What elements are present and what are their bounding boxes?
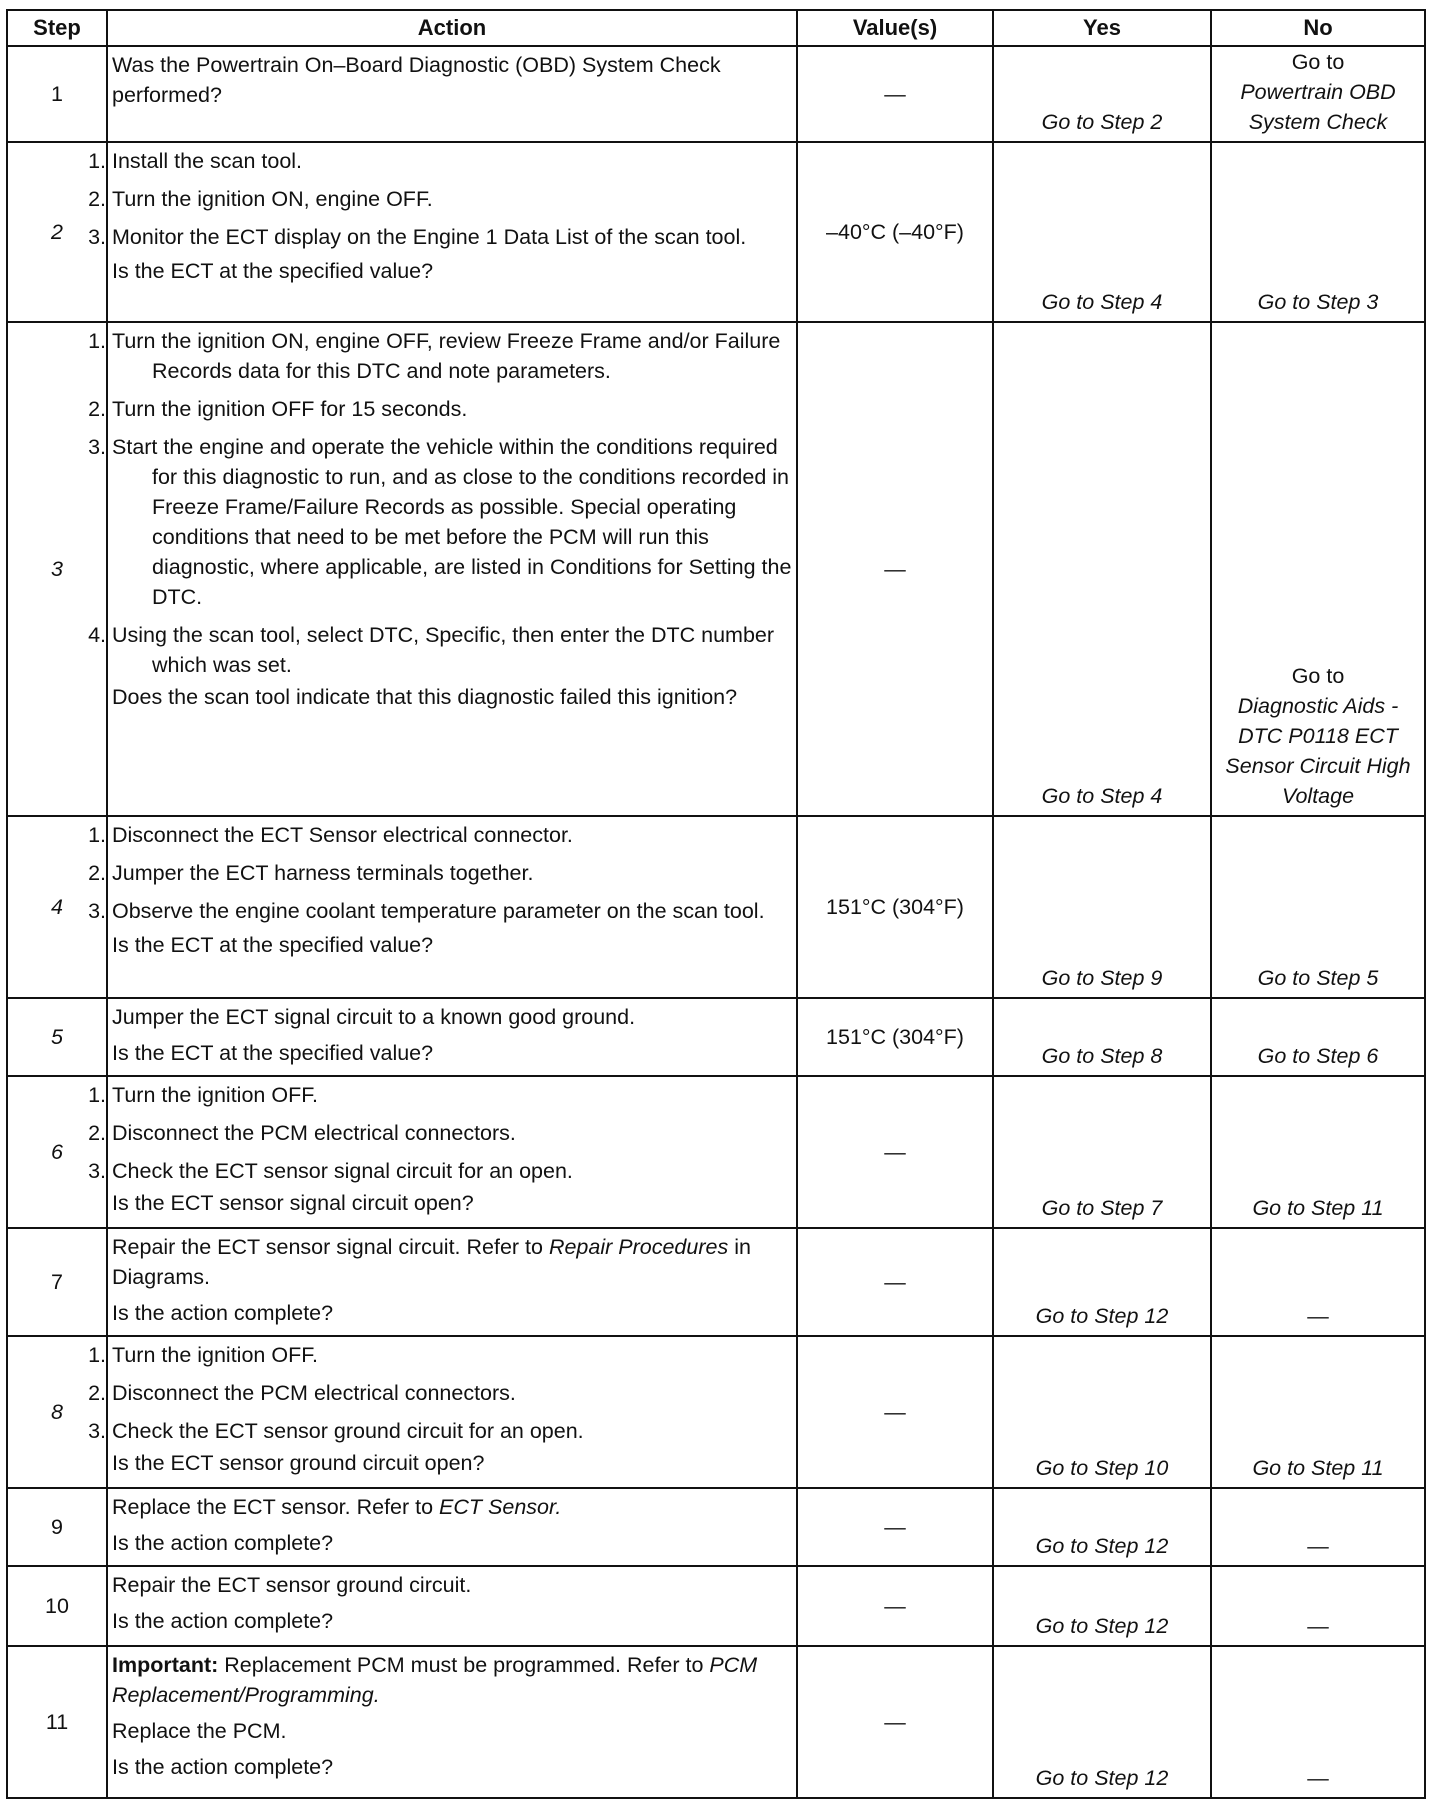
step-number: 1 — [7, 46, 107, 142]
action-question: Is the action complete? — [112, 1755, 334, 1779]
action-step: 3. Start the engine and operate the vehicle within the conditions required for this diagnostic to run, and as close to the conditions recorded in Freeze Frame/Failure Records as possible. Special operating conditions that need to be met before the PCM will run this diagnostic, where applicable, are listed in Conditions for Setting the DTC. — [88, 435, 792, 609]
no-cell — [1211, 322, 1425, 816]
action-step: 3. Check the ECT sensor signal circuit for an open. — [88, 1159, 573, 1183]
no-cell: Go to Step 5 — [1211, 816, 1425, 998]
value-cell: — — [797, 46, 993, 142]
no-reference: Powertrain OBD System Check — [1240, 80, 1396, 134]
header-yes: Yes — [993, 10, 1211, 46]
no-cell: — — [1211, 1488, 1425, 1566]
reference-link-text: Repair Procedures — [548, 1235, 729, 1259]
action-step: 2. Turn the ignition ON, engine OFF. — [88, 187, 433, 211]
header-action: Action — [107, 10, 797, 46]
action-step: 1. Disconnect the ECT Sensor electrical connector. — [88, 823, 573, 847]
action-question: Was the Powertrain On–Board Diagnostic (OBD) System Check performed? — [112, 53, 721, 107]
reference-link-text: ECT Sensor. — [439, 1495, 562, 1519]
yes-cell: Go to Step 12 — [993, 1646, 1211, 1798]
yes-cell: Go to Step 2 — [993, 46, 1211, 142]
no-prefix: Go to — [1291, 664, 1345, 688]
action-step: 2. Disconnect the PCM electrical connectors. — [88, 1121, 516, 1145]
reference-link-text: PCM Replacement/Programming. — [112, 1653, 758, 1707]
step-number: 10 — [7, 1566, 107, 1646]
action-question: Is the ECT at the specified value? — [112, 259, 434, 283]
action-step: 1. Turn the ignition OFF. — [88, 1083, 318, 1107]
action-question: Is the ECT sensor ground circuit open? — [112, 1451, 485, 1475]
value-cell: — — [797, 1076, 993, 1228]
step-number: 5 — [7, 998, 107, 1076]
action-cell — [88, 1076, 797, 1228]
action-question: Is the action complete? — [112, 1609, 334, 1633]
no-reference: Diagnostic Aids - DTC P0118 ECT Sensor Circuit High Voltage — [1225, 694, 1411, 808]
diagnostic-table — [6, 9, 1426, 1799]
action-cell — [107, 1566, 797, 1646]
action-cell — [88, 142, 797, 322]
value-cell: 151°C (304°F) — [797, 816, 993, 998]
action-question: Is the action complete? — [112, 1301, 334, 1325]
step-number: 4 — [7, 816, 107, 998]
no-cell: — — [1211, 1228, 1425, 1336]
action-cell — [88, 322, 797, 816]
action-text: Repair the ECT sensor signal circuit. Refer to Repair Procedures in Diagrams. — [112, 1235, 751, 1289]
yes-cell: Go to Step 8 — [993, 998, 1211, 1076]
table-row — [7, 142, 1425, 322]
action-cell — [88, 1336, 797, 1488]
value-cell: — — [797, 322, 993, 816]
no-prefix: Go to — [1291, 50, 1345, 74]
action-text: Repair the ECT sensor ground circuit. — [112, 1573, 472, 1597]
value-cell: –40°C (–40°F) — [797, 142, 993, 322]
action-step: 4. Using the scan tool, select DTC, Specific, then enter the DTC number which was set. — [88, 623, 775, 677]
table-row — [7, 46, 1425, 142]
action-cell — [107, 46, 797, 142]
step-number: 3 — [7, 322, 107, 816]
action-step: 2. Turn the ignition OFF for 15 seconds. — [88, 397, 468, 421]
yes-cell: Go to Step 12 — [993, 1228, 1211, 1336]
action-step: 3. Monitor the ECT display on the Engine 1 Data List of the scan tool. — [88, 225, 747, 249]
table-row — [7, 1646, 1425, 1798]
step-number: 7 — [7, 1228, 107, 1336]
value-cell: 151°C (304°F) — [797, 998, 993, 1076]
value-cell: — — [797, 1228, 993, 1336]
header-no: No — [1211, 10, 1425, 46]
no-cell: — — [1211, 1646, 1425, 1798]
table-row — [7, 1566, 1425, 1646]
yes-cell: Go to Step 12 — [993, 1566, 1211, 1646]
header-step: Step — [7, 10, 107, 46]
action-cell — [107, 1228, 797, 1336]
no-cell: Go to Step 3 — [1211, 142, 1425, 322]
table-row — [7, 998, 1425, 1076]
step-number: 2 — [7, 142, 107, 322]
important-label: Important: — [112, 1653, 219, 1677]
header-row — [7, 10, 1425, 46]
table-row — [7, 322, 1425, 816]
table-row — [7, 1076, 1425, 1228]
action-cell — [88, 816, 797, 998]
table-row — [7, 1336, 1425, 1488]
table-row — [7, 816, 1425, 998]
action-step: 3. Check the ECT sensor ground circuit for an open. — [88, 1419, 584, 1443]
action-text: Replace the PCM. — [112, 1719, 287, 1743]
no-cell: — — [1211, 1566, 1425, 1646]
action-step: 2. Jumper the ECT harness terminals together. — [88, 861, 534, 885]
action-step: 2. Disconnect the PCM electrical connectors. — [88, 1381, 516, 1405]
value-cell: — — [797, 1566, 993, 1646]
action-question: Is the ECT sensor signal circuit open? — [112, 1191, 474, 1215]
yes-cell: Go to Step 4 — [993, 142, 1211, 322]
yes-cell: Go to Step 4 — [993, 322, 1211, 816]
important-note: Important: Replacement PCM must be programmed. Refer to PCM Replacement/Programming. — [112, 1653, 758, 1707]
action-cell — [107, 1488, 797, 1566]
diagnostic-table-page — [6, 9, 1426, 1799]
yes-cell: Go to Step 12 — [993, 1488, 1211, 1566]
table-row — [7, 1488, 1425, 1566]
action-text: Jumper the ECT signal circuit to a known good ground. — [112, 1005, 636, 1029]
header-values: Value(s) — [797, 10, 993, 46]
step-number: 6 — [7, 1076, 107, 1228]
action-step: 1. Install the scan tool. — [88, 149, 303, 173]
no-cell — [1211, 46, 1425, 142]
value-cell: — — [797, 1646, 993, 1798]
action-question: Is the ECT at the specified value? — [112, 1041, 434, 1065]
yes-cell: Go to Step 7 — [993, 1076, 1211, 1228]
value-cell: — — [797, 1336, 993, 1488]
step-number: 9 — [7, 1488, 107, 1566]
action-step: 3. Observe the engine coolant temperature parameter on the scan tool. — [88, 899, 765, 923]
yes-cell: Go to Step 9 — [993, 816, 1211, 998]
action-text: Replace the ECT sensor. Refer to ECT Sensor. — [112, 1495, 562, 1519]
action-question: Is the ECT at the specified value? — [112, 933, 434, 957]
no-cell: Go to Step 11 — [1211, 1336, 1425, 1488]
action-question: Is the action complete? — [112, 1531, 334, 1555]
value-cell: — — [797, 1488, 993, 1566]
action-cell — [107, 998, 797, 1076]
step-number: 11 — [7, 1646, 107, 1798]
action-step: 1. Turn the ignition ON, engine OFF, review Freeze Frame and/or Failure Records data for this DTC and note parameters. — [88, 329, 781, 383]
step-number: 8 — [7, 1336, 107, 1488]
yes-cell: Go to Step 10 — [993, 1336, 1211, 1488]
no-cell: Go to Step 11 — [1211, 1076, 1425, 1228]
table-row — [7, 1228, 1425, 1336]
action-cell — [107, 1646, 797, 1798]
action-question: Does the scan tool indicate that this diagnostic failed this ignition? — [112, 685, 738, 709]
action-step: 1. Turn the ignition OFF. — [88, 1343, 318, 1367]
no-cell: Go to Step 6 — [1211, 998, 1425, 1076]
